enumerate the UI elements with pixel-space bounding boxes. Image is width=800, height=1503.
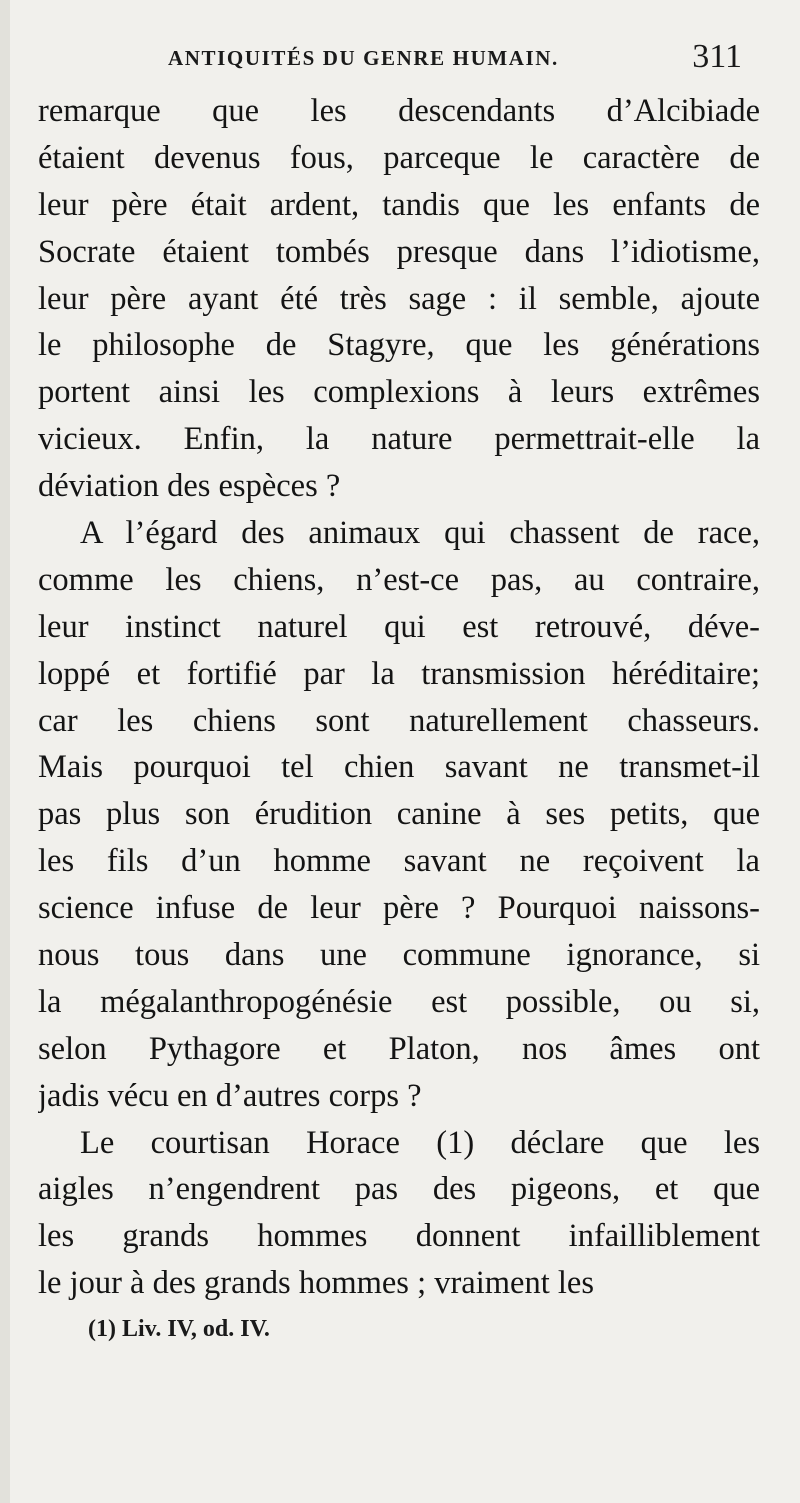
text-line: Socrate étaient tombés presque dans l’idiotisme,	[38, 233, 760, 270]
page-number: 311	[692, 38, 742, 75]
paragraph	[38, 1120, 760, 1308]
text-line: nous tous dans une commune ignorance, si	[38, 937, 760, 974]
text-line: la mégalanthropogénésie est possible, ou si,	[38, 983, 760, 1020]
text-line: les grands hommes donnent infailliblement	[38, 1218, 760, 1255]
text-line: leur instinct naturel qui est retrouvé, déve-	[38, 608, 760, 645]
text-line: loppé et fortifié par la transmission héréditaire;	[38, 655, 760, 692]
text-line: vicieux. Enfin, la nature permettrait-elle la	[38, 421, 760, 458]
text-line: aigles n’engendrent pas des pigeons, et que	[38, 1171, 760, 1208]
text-line: portent ainsi les complexions à leurs extrêmes	[38, 374, 760, 411]
text-line: selon Pythagore et Platon, nos âmes ont	[38, 1030, 760, 1067]
page-header	[168, 38, 768, 78]
text-line: le philosophe de Stagyre, que les générations	[38, 327, 760, 364]
text-line: A l’égard des animaux qui chassent de race,	[80, 515, 760, 552]
text-line: Le courtisan Horace (1) déclare que les	[80, 1124, 760, 1161]
footnote: (1) Liv. IV, od. IV.	[88, 1316, 270, 1342]
text-line: car les chiens sont naturellement chasseurs.	[38, 702, 760, 739]
running-head: ANTIQUITÉS DU GENRE HUMAIN.	[168, 46, 559, 70]
text-line: le jour à des grands hommes ; vraiment les	[38, 1265, 594, 1302]
text-line: comme les chiens, n’est-ce pas, au contraire,	[38, 561, 760, 598]
text-line: leur père était ardent, tandis que les enfants de	[38, 186, 760, 223]
body-text	[38, 88, 760, 1307]
text-line: science infuse de leur père ? Pourquoi naissons-	[38, 890, 760, 927]
text-line: jadis vécu en d’autres corps ?	[38, 1077, 422, 1114]
text-line: Mais pourquoi tel chien savant ne transmet-il	[38, 749, 760, 786]
paragraph	[38, 88, 760, 510]
text-line: leur père ayant été très sage : il semble, ajoute	[38, 280, 760, 317]
text-line: déviation des espèces ?	[38, 468, 341, 505]
text-line: pas plus son érudition canine à ses petits, que	[38, 796, 760, 833]
text-line: étaient devenus fous, parceque le caractère de	[38, 139, 760, 176]
text-line: les fils d’un homme savant ne reçoivent la	[38, 843, 760, 880]
paragraph	[38, 510, 760, 1120]
page-edge	[0, 0, 10, 1503]
text-line: remarque que les descendants d’Alcibiade	[38, 93, 760, 129]
